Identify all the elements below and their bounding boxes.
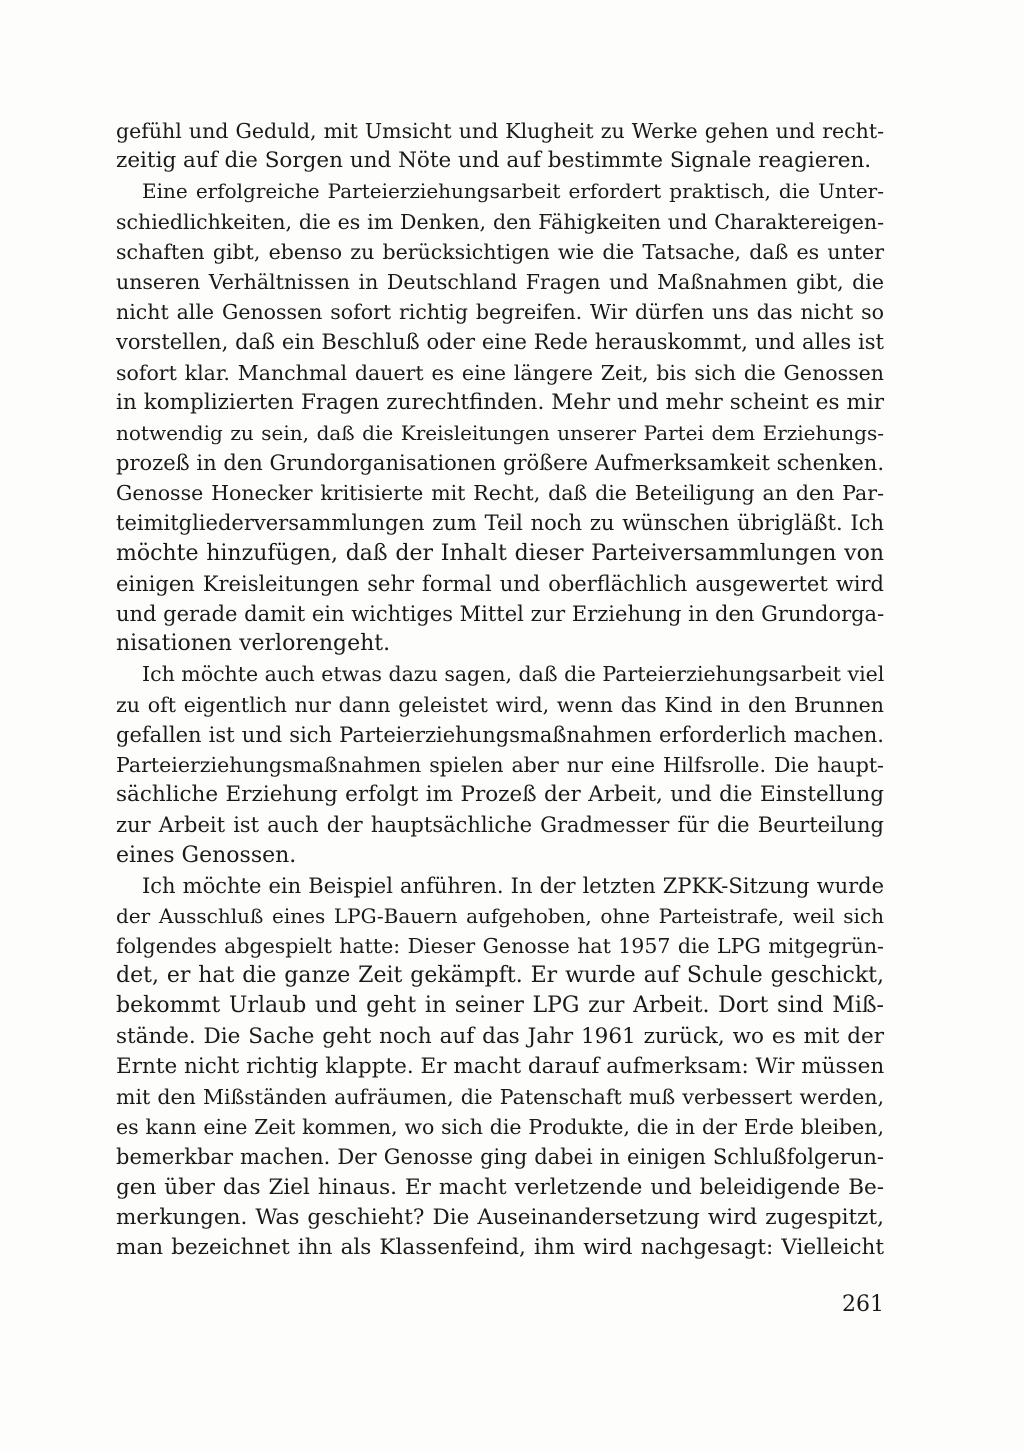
text-line: zu oft eigentlich nur dann geleistet wird, wenn das Kind in den Brunnen — [116, 692, 884, 717]
text-line: teimitgliederversammlungen zum Teil noch zu wünschen übrigläßt. Ich — [116, 511, 884, 536]
text-line: zeitig auf die Sorgen und Nöte und auf bestimmte Signale reagieren. — [116, 148, 872, 174]
text-line: und gerade damit ein wichtiges Mittel zur Erziehung in den Grundorga- — [116, 602, 885, 626]
text-line: einigen Kreisleitungen sehr formal und oberflächlich ausgewertet wird — [116, 571, 884, 596]
text-line: Ernte nicht richtig klappte. Er macht darauf aufmerksam: Wir müssen — [116, 1053, 885, 1079]
text-line: bemerkbar machen. Der Genosse ging dabei in einigen Schlußfolgerun- — [116, 1145, 884, 1170]
text-line: man bezeichnet ihn als Klassenfeind, ihm wird nachgesagt: Vielleicht — [116, 1234, 884, 1260]
text-line: gefallen ist und sich Parteierziehungsmaßnahmen erforderlich machen. — [116, 722, 884, 747]
text-line: sofort klar. Manchmal dauert es eine längere Zeit, bis sich die Genossen — [116, 360, 884, 385]
text-line: stände. Die Sache geht noch auf das Jahr 1961 zurück, wo es mit der — [116, 1023, 884, 1049]
text-line: nicht alle Genossen sofort richtig begreifen. Wir dürfen uns das nicht so — [116, 300, 884, 325]
text-line: es kann eine Zeit kommen, wo sich die Produkte, die in der Erde bleiben, — [116, 1115, 884, 1140]
text-line: der Ausschluß eines LPG-Bauern aufgehoben, ohne Parteistrafe, weil sich — [116, 903, 884, 928]
text-line: vorstellen, daß ein Beschluß oder eine Rede herauskommt, und alles ist — [116, 330, 884, 355]
text-line: schaften gibt, ebenso zu berücksichtigen wie die Tatsache, daß es unter — [116, 239, 884, 264]
text-line: eines Genossen. — [116, 842, 297, 868]
text-line: prozeß in den Grundorganisationen größere Aufmerksamkeit schenken. — [116, 451, 884, 476]
text-line: zur Arbeit ist auch der hauptsächliche Gradmesser für die Beurteilung — [116, 813, 884, 838]
text-line: sächliche Erziehung erfolgt im Prozeß der Arbeit, und die Einstellung — [116, 782, 884, 808]
text-line: in komplizierten Fragen zurechtfinden. Mehr und mehr scheint es mir — [116, 389, 884, 415]
text-line: schiedlichkeiten, die es im Denken, den Fähigkeiten und Charaktereigen- — [116, 209, 884, 234]
text-line: merkungen. Was geschieht? Die Auseinandersetzung wird zugespitzt, — [116, 1204, 884, 1230]
text-line: möchte hinzufügen, daß der Inhalt dieser Parteiversammlungen von — [116, 540, 884, 566]
text-line: mit den Mißständen aufräumen, die Patenschaft muß verbessert werden, — [116, 1085, 884, 1109]
body-text — [116, 116, 884, 1263]
text-line: notwendig zu sein, daß die Kreisleitungen unserer Partei dem Erziehungs- — [116, 420, 884, 445]
text-line: Ich möchte ein Beispiel anführen. In der letzten ZPKK-Sitzung wurde — [142, 873, 884, 898]
text-line: gen über das Ziel hinaus. Er macht verletzende und beleidigende Be- — [116, 1174, 884, 1200]
page-number: 261 — [842, 1292, 884, 1317]
text-line: gefühl und Geduld, mit Umsicht und Klugheit zu Werke gehen und recht- — [116, 119, 884, 143]
text-line: unseren Verhältnissen in Deutschland Fragen und Maßnahmen gibt, die — [116, 269, 884, 294]
text-line: Eine erfolgreiche Parteierziehungsarbeit erfordert praktisch, die Unter- — [142, 179, 884, 204]
text-line: folgendes abgespielt hatte: Dieser Genosse hat 1957 die LPG mitgegrün- — [116, 934, 884, 959]
text-line: Genosse Honecker kritisierte mit Recht, daß die Beteiligung an den Par- — [116, 481, 884, 506]
text-line: bekommt Urlaub und geht in seiner LPG zur Arbeit. Dort sind Miß- — [116, 993, 884, 1019]
text-line: Ich möchte auch etwas dazu sagen, daß die Parteierziehungsarbeit viel — [142, 662, 885, 687]
text-line: Parteierziehungsmaßnahmen spielen aber nur eine Hilfsrolle. Die haupt- — [116, 752, 884, 777]
text-line: det, er hat die ganze Zeit gekämpft. Er wurde auf Schule geschickt, — [116, 963, 884, 989]
text-line: nisationen verlorengeht. — [116, 631, 391, 657]
